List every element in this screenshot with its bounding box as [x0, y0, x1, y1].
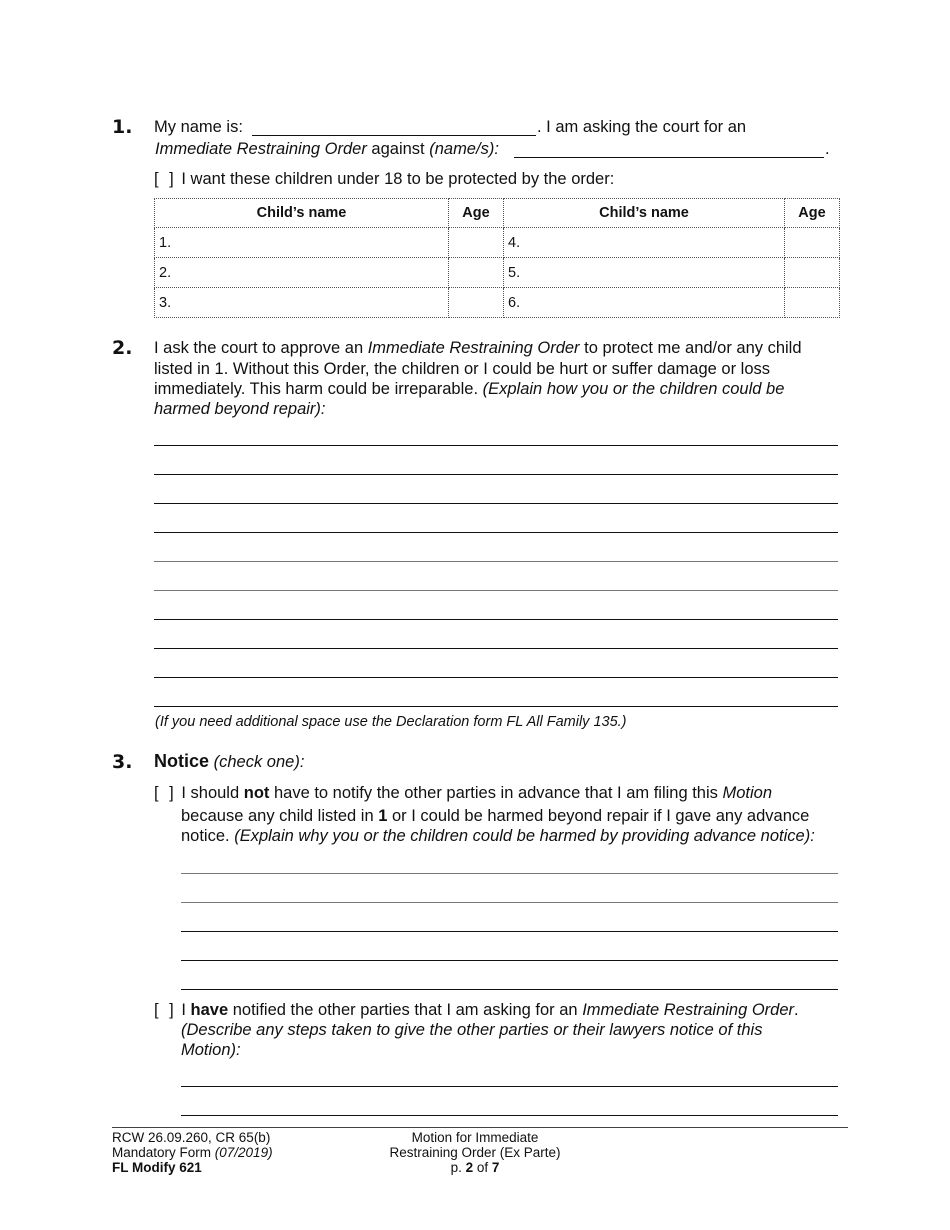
check-one-label: (check one):: [213, 753, 305, 771]
text: p.: [450, 1160, 466, 1175]
iro-text: Immediate Restraining Order: [367, 339, 580, 357]
emphasis-text: not: [243, 784, 270, 802]
text: Mandatory Form: [112, 1145, 215, 1160]
period: .: [825, 140, 830, 158]
my-name-field[interactable]: [252, 117, 536, 136]
table-row: [155, 258, 840, 288]
text: I ask the court to approve an: [154, 339, 368, 357]
name-label: My name is:: [154, 118, 243, 136]
form-date: (07/2019): [214, 1145, 273, 1160]
harm-explanation-line[interactable]: [154, 503, 838, 504]
page-number: [375, 1160, 575, 1175]
harm-explanation-line[interactable]: [154, 532, 838, 533]
harm-explanation-line[interactable]: [154, 445, 838, 446]
children-text: I want these children under 18 to be protected by the order:: [181, 170, 615, 188]
footer-form-id: FL Modify 621: [112, 1160, 202, 1175]
notified-checkbox[interactable]: [ ]: [154, 1001, 177, 1019]
instruction-text: (Explain how you or the children could be: [482, 380, 785, 398]
footer-form-version: [112, 1145, 273, 1160]
section-3-number: 3.: [112, 751, 133, 773]
child-age-cell[interactable]: [785, 288, 840, 318]
text: I should: [181, 784, 244, 802]
footer-form-title-2: Restraining Order (Ex Parte): [389, 1145, 561, 1160]
column-header: Child’s name: [155, 199, 449, 228]
text: because any child listed in: [181, 807, 379, 825]
notice-option-1-line-3: [181, 826, 815, 846]
child-age-cell[interactable]: [449, 228, 504, 258]
child-age-cell[interactable]: [449, 258, 504, 288]
child-age-cell[interactable]: [449, 288, 504, 318]
footer-form-title-1: Motion for Immediate: [411, 1130, 539, 1145]
text: to protect me and/or any child: [579, 339, 802, 357]
section-2-number: 2.: [112, 337, 133, 359]
footer-center: [375, 1130, 575, 1175]
no-notice-explanation-line[interactable]: [181, 960, 838, 961]
no-notice-explanation-line[interactable]: [181, 931, 838, 932]
notice-option-2-line-2: (Describe any steps taken to give the other parties or their lawyers notice of this: [181, 1021, 763, 1039]
iro-label: Immediate Restraining Order: [155, 140, 367, 158]
text: immediately. This harm could be irreparable.: [154, 380, 483, 398]
footer-left: [112, 1130, 273, 1175]
text: notified the other parties that I am asking for an: [228, 1001, 583, 1019]
harm-explanation-line[interactable]: [154, 706, 838, 707]
child-age-cell[interactable]: [785, 258, 840, 288]
harm-explanation-line[interactable]: [154, 590, 838, 591]
notice-option-2-line-1: [154, 1000, 799, 1020]
harm-explanation-line[interactable]: [154, 561, 838, 562]
section-2-line-1: [154, 338, 802, 358]
column-header: Age: [449, 199, 504, 228]
section-2-line-4: harmed beyond repair):: [154, 400, 326, 418]
harm-explanation-line[interactable]: [154, 619, 838, 620]
notice-option-1-line-2: [181, 806, 809, 826]
harm-explanation-line[interactable]: [154, 677, 838, 678]
table-header-row: [155, 199, 840, 228]
footer-divider: [112, 1127, 848, 1128]
against-text: against: [366, 140, 430, 158]
notice-option-1-line-1: [154, 783, 772, 803]
child-age-cell[interactable]: [785, 228, 840, 258]
text: notice.: [181, 827, 235, 845]
child-name-cell[interactable]: 2.: [155, 258, 449, 288]
child-name-cell[interactable]: 6.: [504, 288, 785, 318]
names-label: (name/s):: [429, 140, 499, 158]
text: or I could be harmed beyond repair if I gave any advance: [387, 807, 810, 825]
child-name-cell[interactable]: 5.: [504, 258, 785, 288]
section-1-number: 1.: [112, 116, 133, 138]
current-page: 2: [465, 1160, 474, 1175]
notice-heading: [154, 751, 304, 772]
asking-text: . I am asking the court for an: [537, 118, 747, 136]
table-row: [155, 228, 840, 258]
emphasis-text: 1: [378, 807, 388, 825]
section-1-line-1: [154, 117, 243, 137]
text: have to notify the other parties in advance that I am filing this: [269, 784, 723, 802]
table-row: [155, 288, 840, 318]
section-1-line-2: [155, 139, 499, 159]
notice-title: Notice: [154, 751, 210, 771]
no-notice-explanation-line[interactable]: [181, 873, 838, 874]
emphasis-text: have: [190, 1001, 229, 1019]
column-header: Child’s name: [504, 199, 785, 228]
additional-space-note: (If you need additional space use the Declaration form FL All Family 135.): [155, 714, 627, 730]
text: of: [473, 1160, 492, 1175]
total-pages: 7: [491, 1160, 500, 1175]
iro-text: Immediate Restraining Order: [582, 1001, 795, 1019]
notice-steps-line[interactable]: [181, 1115, 838, 1116]
harm-explanation-line[interactable]: [154, 474, 838, 475]
instruction-text: (Explain why you or the children could be harmed by providing advance notice):: [234, 827, 815, 845]
section-2-line-3: [154, 379, 784, 399]
no-notice-explanation-line[interactable]: [181, 989, 838, 990]
children-table: [154, 198, 840, 318]
children-option: [154, 169, 614, 189]
no-notice-explanation-line[interactable]: [181, 902, 838, 903]
text: .: [794, 1001, 799, 1019]
column-header: Age: [785, 199, 840, 228]
child-name-cell[interactable]: 4.: [504, 228, 785, 258]
footer-statute: RCW 26.09.260, CR 65(b): [112, 1130, 271, 1145]
text: I: [181, 1001, 191, 1019]
child-name-cell[interactable]: 1.: [155, 228, 449, 258]
respondent-names-field[interactable]: [514, 139, 824, 158]
section-2-line-2: listed in 1. Without this Order, the children or I could be hurt or suffer damage or loss: [154, 360, 771, 378]
motion-text: Motion: [722, 784, 773, 802]
notice-steps-line[interactable]: [181, 1086, 838, 1087]
children-checkbox[interactable]: [ ]: [154, 170, 177, 188]
harm-explanation-line[interactable]: [154, 648, 838, 649]
no-notice-checkbox[interactable]: [ ]: [154, 784, 177, 802]
notice-option-2-line-3: Motion):: [181, 1041, 241, 1059]
child-name-cell[interactable]: 3.: [155, 288, 449, 318]
